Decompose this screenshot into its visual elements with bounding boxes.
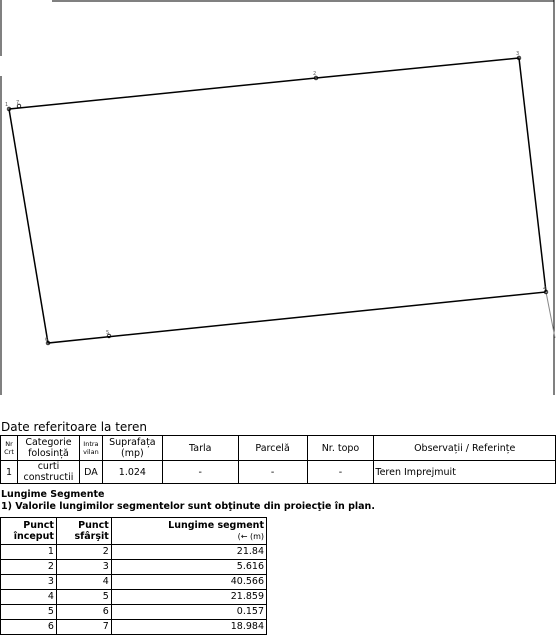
segment-end-cell: 2	[56, 545, 111, 560]
land-table-row	[1, 461, 556, 484]
segments-title: Lungime Segmente	[1, 489, 105, 500]
header-topo: Nr. topo	[307, 436, 374, 461]
segment-row	[1, 590, 267, 605]
land-data-table	[0, 435, 556, 484]
segments-table	[0, 517, 267, 635]
segments-table-header	[1, 518, 267, 545]
header-categorie: Categorie folosință	[17, 436, 79, 461]
segments-note: 1) Valorile lungimilor segmentelor sunt obţinute din proiecţie în plan.	[1, 501, 375, 512]
point-label-7: 7	[16, 100, 20, 106]
segment-start-cell: 5	[1, 605, 57, 620]
segment-length-cell: 5.616	[111, 560, 266, 575]
header-parcela: Parcelă	[238, 436, 307, 461]
point-label-4: 4	[543, 286, 547, 292]
cell-categorie: curti constructii	[17, 461, 79, 484]
header-suprafata: Suprafața (mp)	[102, 436, 162, 461]
segment-row	[1, 620, 267, 635]
point-label-3: 3	[516, 51, 520, 57]
header-start: Punct început	[1, 518, 57, 545]
point-markers	[7, 56, 548, 345]
header-length-unit: (← (m)	[237, 532, 264, 541]
land-table-header	[1, 436, 556, 461]
header-length	[111, 518, 266, 545]
segment-end-cell: 4	[56, 575, 111, 590]
header-observatii: Observații / Referințe	[374, 436, 556, 461]
cell-observatii: Teren Imprejmuit	[374, 461, 556, 484]
header-intravilan: Intra vilan	[79, 436, 102, 461]
segment-length-cell: 40.566	[111, 575, 266, 590]
segment-row	[1, 575, 267, 590]
segment-start-cell: 2	[1, 560, 57, 575]
segment-start-cell: 1	[1, 545, 57, 560]
segment-end-cell: 3	[56, 560, 111, 575]
segment-start-cell: 4	[1, 590, 57, 605]
segment-end-cell: 6	[56, 605, 111, 620]
point-label-5: 5	[106, 330, 110, 336]
point-label-1: 1	[5, 102, 9, 108]
land-section-title: Date referitoare la teren	[1, 420, 147, 434]
cell-topo: -	[307, 461, 374, 484]
segment-row	[1, 545, 267, 560]
header-end: Punct sfârşit	[56, 518, 111, 545]
point-label-2: 2	[313, 71, 317, 77]
segment-end-cell: 5	[56, 590, 111, 605]
segment-row	[1, 560, 267, 575]
segment-row	[1, 605, 267, 620]
segment-length-cell: 0.157	[111, 605, 266, 620]
header-tarla: Tarla	[162, 436, 238, 461]
cell-suprafata: 1.024	[102, 461, 162, 484]
header-nr: Nr Crt	[1, 436, 18, 461]
point-label-6: 6	[45, 337, 49, 343]
cell-parcela: -	[238, 461, 307, 484]
segment-length-cell: 21.859	[111, 590, 266, 605]
parcel-boundary	[9, 58, 546, 343]
segment-start-cell: 3	[1, 575, 57, 590]
header-length-label: Lungime segment	[168, 520, 264, 531]
segment-end-cell: 7	[56, 620, 111, 635]
segment-start-cell: 6	[1, 620, 57, 635]
segment-length-cell: 18.984	[111, 620, 266, 635]
segment-length-cell: 21.84	[111, 545, 266, 560]
cell-nr: 1	[1, 461, 18, 484]
segments-table-body	[1, 545, 267, 635]
cell-tarla: -	[162, 461, 238, 484]
cell-intravilan: DA	[79, 461, 102, 484]
